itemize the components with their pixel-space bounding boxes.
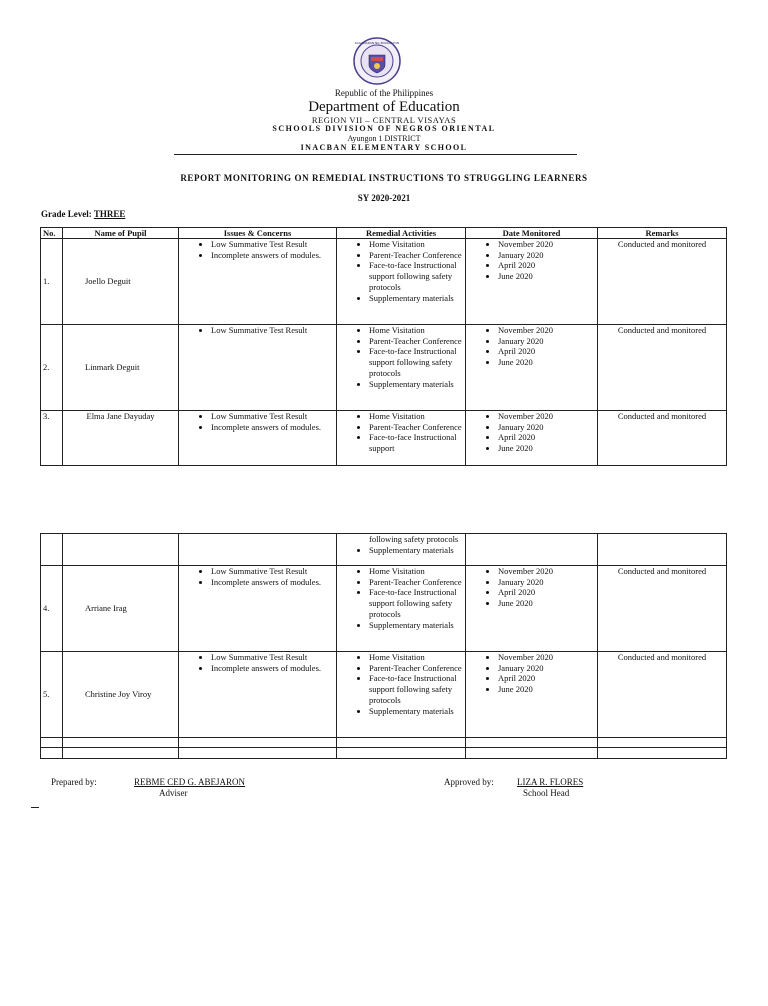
row-number: 3.	[41, 411, 63, 466]
date-item: • April 2020	[498, 346, 595, 357]
pupil-name: Elma Jane Dayuday	[63, 411, 179, 466]
issues-cell	[179, 566, 337, 652]
activity-item: • Supplementary materials	[369, 706, 463, 717]
activity-item: • Home Visitation	[369, 239, 463, 250]
republic-line: Republic of the Philippines	[334, 88, 434, 98]
pupil-name: Christine Joy Viroy	[63, 652, 179, 738]
date-item: • April 2020	[498, 673, 595, 684]
table-row	[41, 566, 727, 652]
col-header-activities: Remedial Activities	[337, 228, 466, 239]
report-table-page-1	[40, 227, 727, 466]
pupil-name: Arriane Irag	[63, 566, 179, 652]
grade-level-value: THREE	[93, 209, 126, 219]
issue-item: • Low Summative Test Result	[211, 652, 334, 663]
issues-cell	[179, 239, 337, 325]
activity-item: • Home Visitation	[369, 325, 463, 336]
activities-cell	[337, 566, 466, 652]
date-item: • April 2020	[498, 432, 595, 443]
date-item: • January 2020	[498, 422, 595, 433]
issue-item: • Low Summative Test Result	[211, 566, 334, 577]
table-row-empty	[41, 738, 727, 748]
prepared-by-name: REBME CED G. ABEJARON	[134, 777, 246, 787]
activities-cell	[337, 325, 466, 411]
remarks-cell: Conducted and monitored	[598, 239, 727, 325]
dates-cell	[466, 566, 598, 652]
issue-item: • Incomplete answers of modules.	[211, 577, 334, 588]
department-title: Department of Education	[308, 99, 460, 115]
approved-by-name: LIZA R. FLORES	[517, 777, 584, 787]
issue-item: • Incomplete answers of modules.	[211, 250, 334, 261]
dates-cell	[466, 411, 598, 466]
date-item: • January 2020	[498, 336, 595, 347]
activity-item: • Face-to-face Instructional support	[369, 432, 463, 453]
activity-item: • Parent-Teacher Conference	[369, 422, 463, 433]
date-item: • January 2020	[498, 663, 595, 674]
activity-item: • Parent-Teacher Conference	[369, 250, 463, 261]
issues-cell	[179, 652, 337, 738]
col-header-name: Name of Pupil	[63, 228, 179, 239]
activities-cell	[337, 652, 466, 738]
activity-item: • Home Visitation	[369, 566, 463, 577]
table-row-continuation	[41, 534, 727, 566]
dates-cell	[466, 652, 598, 738]
seal-lettering: KAGAWARAN NG EDUKASYON	[354, 41, 400, 45]
row-number: 1.	[41, 239, 63, 325]
date-item: • November 2020	[498, 411, 595, 422]
prepared-by-label: Prepared by:	[51, 777, 97, 787]
deped-seal-icon	[353, 37, 401, 85]
date-item: • November 2020	[498, 239, 595, 250]
grade-level-label: Grade Level:	[41, 209, 92, 219]
row-number: 5.	[41, 652, 63, 738]
activities-cell	[337, 534, 466, 566]
issue-item: • Low Summative Test Result	[211, 325, 334, 336]
date-item: • June 2020	[498, 443, 595, 454]
table-row	[41, 652, 727, 738]
school-year: SY 2020-2021	[357, 193, 411, 203]
date-item: • June 2020	[498, 598, 595, 609]
activity-item: • Supplementary materials	[369, 379, 463, 390]
dates-cell	[466, 325, 598, 411]
remarks-cell: Conducted and monitored	[598, 652, 727, 738]
issues-cell	[179, 325, 337, 411]
issues-cell	[179, 411, 337, 466]
col-header-date: Date Monitored	[466, 228, 598, 239]
row-number: 4.	[41, 566, 63, 652]
report-title: REPORT MONITORING ON REMEDIAL INSTRUCTIONS TO STRUGGLING LEARNERS	[180, 173, 588, 183]
activity-item: • Face-to-face Instructional support following safety protocols	[369, 260, 463, 292]
table-row	[41, 411, 727, 466]
header-divider	[174, 154, 577, 155]
pupil-name: Linmark Deguit	[63, 325, 179, 411]
date-item: • June 2020	[498, 357, 595, 368]
remarks-cell: Conducted and monitored	[598, 566, 727, 652]
pupil-name: Joello Deguit	[63, 239, 179, 325]
activity-item: • Parent-Teacher Conference	[369, 663, 463, 674]
remarks-cell: Conducted and monitored	[598, 325, 727, 411]
date-item: • November 2020	[498, 566, 595, 577]
approved-by-label: Approved by:	[444, 777, 494, 787]
activity-item: • Home Visitation	[369, 411, 463, 422]
activity-item: • Supplementary materials	[369, 293, 463, 304]
activity-continued-text: following safety protocols	[369, 534, 459, 544]
district-line: Ayungon 1 DISTRICT	[347, 134, 421, 143]
activity-item: • Face-to-face Instructional support following safety protocols	[369, 346, 463, 378]
issue-item: • Incomplete answers of modules.	[211, 663, 334, 674]
activity-item: • Parent-Teacher Conference	[369, 577, 463, 588]
issue-item: • Low Summative Test Result	[211, 411, 334, 422]
activities-cell	[337, 411, 466, 466]
table-row	[41, 239, 727, 325]
activities-cell	[337, 239, 466, 325]
grade-level	[41, 209, 125, 219]
date-item: • June 2020	[498, 684, 595, 695]
activity-item: • Home Visitation	[369, 652, 463, 663]
col-header-no: No.	[41, 228, 63, 239]
activity-item: • Face-to-face Instructional support following safety protocols	[369, 673, 463, 705]
prepared-by-role: Adviser	[159, 788, 188, 798]
col-header-issues: Issues & Concerns	[179, 228, 337, 239]
remarks-cell: Conducted and monitored	[598, 411, 727, 466]
date-item: • April 2020	[498, 260, 595, 271]
report-table-page-2	[40, 533, 727, 759]
table-row	[41, 325, 727, 411]
approved-by-role: School Head	[523, 788, 570, 798]
col-header-remarks: Remarks	[598, 228, 727, 239]
dates-cell	[466, 239, 598, 325]
issue-item: • Incomplete answers of modules.	[211, 422, 334, 433]
date-item: • November 2020	[498, 652, 595, 663]
activity-item: • Face-to-face Instructional support following safety protocols	[369, 587, 463, 619]
date-item: • January 2020	[498, 577, 595, 588]
table-row-empty	[41, 748, 727, 759]
date-item: • January 2020	[498, 250, 595, 261]
date-item: • April 2020	[498, 587, 595, 598]
activity-item: • Supplementary materials	[369, 545, 463, 556]
date-item: • June 2020	[498, 271, 595, 282]
division-line: SCHOOLS DIVISION OF NEGROS ORIENTAL	[272, 124, 496, 133]
stray-dash-mark	[31, 807, 39, 808]
table-header-row	[41, 228, 727, 239]
row-number: 2.	[41, 325, 63, 411]
issue-item: • Low Summative Test Result	[211, 239, 334, 250]
activity-item: • Parent-Teacher Conference	[369, 336, 463, 347]
date-item: • November 2020	[498, 325, 595, 336]
school-line: INACBAN ELEMENTARY SCHOOL	[300, 143, 468, 152]
region-line: REGION VII – CENTRAL VISAYAS	[311, 115, 457, 125]
activity-item: • Supplementary materials	[369, 620, 463, 631]
